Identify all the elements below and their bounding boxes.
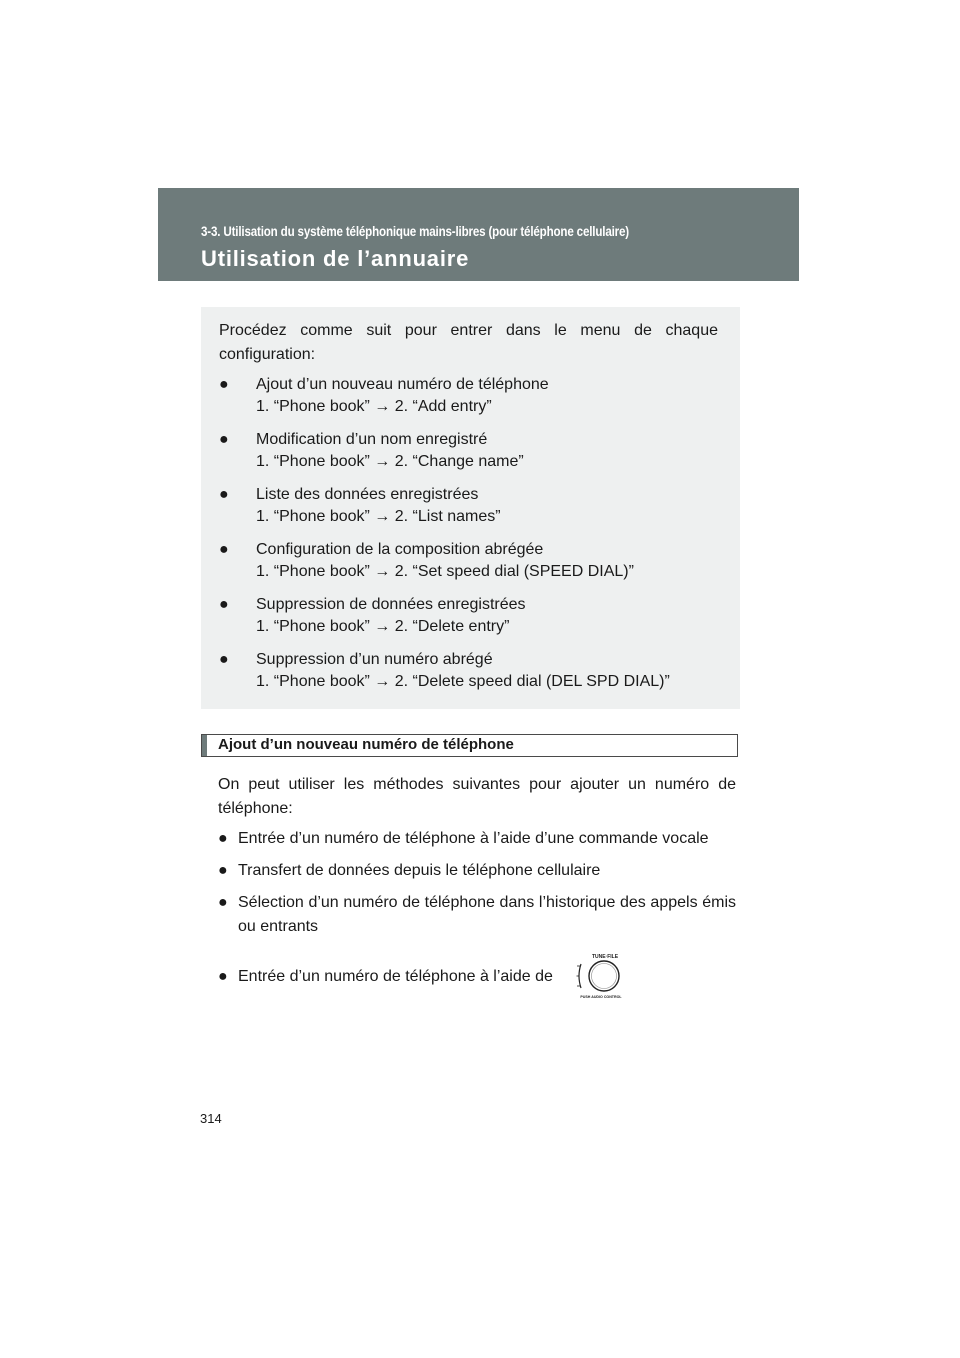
bullet-icon: ●: [218, 830, 228, 847]
bullet-icon: ●: [219, 541, 229, 558]
subsection-heading-text: Ajout d’un nouveau numéro de téléphone: [218, 736, 514, 753]
option-steps: 1. “Phone book” → 2. “Add entry”: [256, 398, 492, 415]
knob-label-top: TUNE·FILE: [591, 954, 619, 960]
option-steps: 1. “Phone book” → 2. “Delete entry”: [256, 618, 510, 635]
option-steps: 1. “Phone book” → 2. “Delete speed dial (DEL SPD DIAL)”: [256, 673, 670, 690]
subsection-heading: [201, 734, 738, 757]
tune-file-knob-icon: [575, 952, 623, 1000]
bullet-icon: ●: [219, 486, 229, 503]
option-steps: 1. “Phone book” → 2. “Set speed dial (SPEED DIAL)”: [256, 563, 634, 580]
option-title: Liste des données enregistrées: [256, 486, 479, 503]
method-text: Transfert de données depuis le téléphone cellulaire: [238, 862, 601, 879]
bullet-icon: ●: [219, 651, 229, 668]
method-text: Entrée d’un numéro de téléphone à l’aide de: [238, 968, 553, 985]
knob-label-bottom: PUSH AUDIO CONTROL: [580, 995, 622, 999]
section-label: 3-3. Utilisation du système téléphonique mains-libres (pour téléphone cellulaire): [201, 224, 629, 239]
section-header: [158, 188, 799, 281]
bullet-icon: ●: [219, 431, 229, 448]
bullet-icon: ●: [218, 894, 228, 911]
bullet-icon: ●: [218, 862, 228, 879]
intro-box: [201, 307, 740, 709]
page-number: 314: [200, 1111, 222, 1126]
option-title: Suppression d’un numéro abrégé: [256, 651, 493, 668]
heading-accent-bar: [202, 735, 207, 756]
intro-paragraph: On peut utiliser les méthodes suivantes pour ajouter un numéro de téléphone:: [218, 776, 736, 817]
option-title: Ajout d’un nouveau numéro de téléphone: [256, 376, 549, 393]
option-steps: 1. “Phone book” → 2. “Change name”: [256, 453, 524, 470]
option-steps: 1. “Phone book” → 2. “List names”: [256, 508, 501, 525]
option-title: Suppression de données enregistrées: [256, 596, 526, 613]
bullet-icon: ●: [218, 968, 228, 985]
option-title: Configuration de la composition abrégée: [256, 541, 544, 558]
bullet-icon: ●: [219, 596, 229, 613]
method-text: Sélection d’un numéro de téléphone dans l’historique des appels émis ou entrants: [238, 894, 736, 935]
page-title: Utilisation de l’annuaire: [201, 246, 470, 271]
method-text: Entrée d’un numéro de téléphone à l’aide d’une commande vocale: [238, 830, 709, 847]
intro-text: Procédez comme suit pour entrer dans le menu de chaque configuration:: [219, 322, 718, 363]
bullet-icon: ●: [219, 376, 229, 393]
option-title: Modification d’un nom enregistré: [256, 431, 488, 448]
